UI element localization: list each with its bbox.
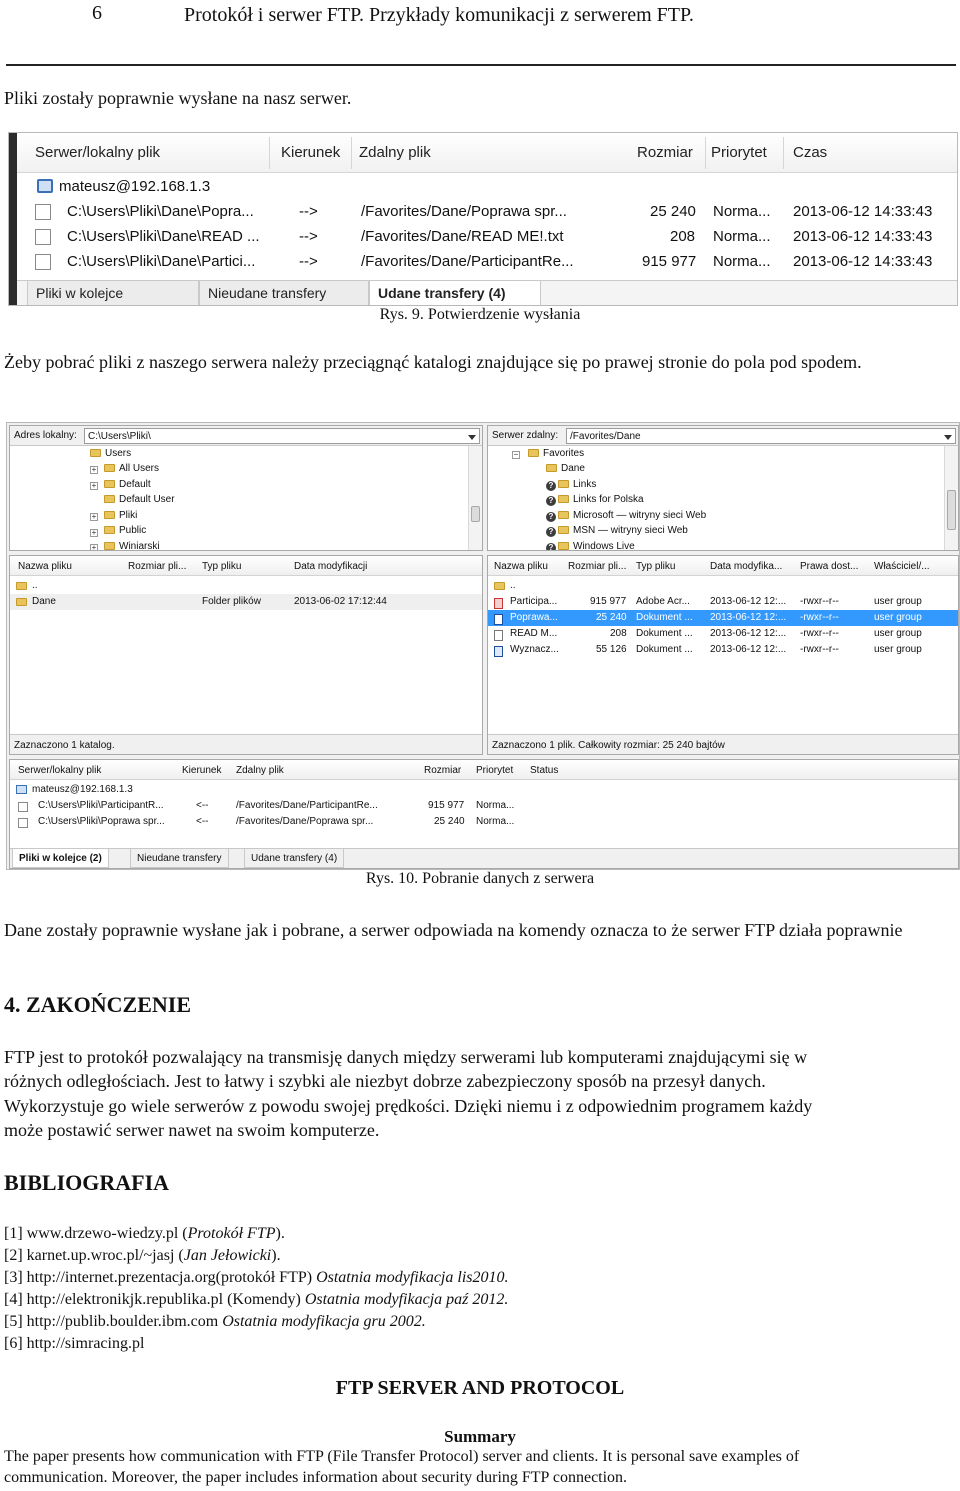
row-time: 2013-06-12 14:33:43 [793, 228, 933, 245]
tree-label: Pliki [119, 510, 138, 521]
local-status-bar [10, 734, 482, 754]
tab-queued-files[interactable]: Pliki w kolejce (2) [12, 849, 109, 868]
remote-address-bar [488, 426, 958, 446]
folder-icon [558, 542, 569, 550]
col-date[interactable]: Data modyfikacji [294, 561, 368, 572]
summary-heading: Summary [444, 1427, 516, 1446]
tree-label: Public [119, 525, 147, 536]
doc-file-icon [494, 614, 503, 625]
section-heading: 4. ZAKOŃCZENIE [4, 992, 192, 1017]
row-priority: Norma... [713, 253, 771, 270]
row-permissions: -rwxr--r-- [800, 628, 839, 639]
remote-list-header [488, 556, 958, 576]
bib-tail: ). [275, 1225, 285, 1242]
scrollbar[interactable] [944, 446, 958, 550]
bib-text: [5] http://publib.boulder.ibm.com [4, 1313, 223, 1330]
remote-address-label: Serwer zdalny: [492, 430, 559, 441]
row-local: C:\Users\Pliki\Dane\Popra... [67, 203, 254, 220]
row-checkbox[interactable] [18, 802, 28, 812]
col-direction[interactable]: Kierunek [281, 144, 341, 161]
folder-icon [104, 511, 115, 519]
folder-icon [494, 582, 505, 590]
row-size: 25 240 [434, 816, 465, 827]
tab-successful-transfers[interactable]: Udane transfery (4) [244, 849, 344, 868]
bib-text: [1] www.drzewo-wiedzy.pl ( [4, 1225, 188, 1242]
tree-item[interactable] [546, 541, 635, 551]
local-tree-pane [9, 425, 483, 551]
row-checkbox[interactable] [35, 254, 51, 270]
server-icon [37, 179, 53, 193]
tree-label: Dane [561, 463, 585, 474]
tab-queued-files[interactable]: Pliki w kolejce [27, 281, 199, 306]
row-permissions: -rwxr--r-- [800, 612, 839, 623]
tree-item[interactable] [546, 510, 706, 522]
col-size[interactable]: Rozmiar [424, 765, 462, 776]
remote-address-input[interactable] [566, 428, 956, 444]
col-permissions[interactable]: Prawa dost... [800, 561, 859, 572]
folder-icon [104, 542, 115, 550]
tree-label: Default User [119, 494, 175, 505]
row-owner: user group [874, 612, 922, 623]
bibliography-item [4, 1333, 904, 1355]
row-name: .. [32, 580, 38, 591]
bib-text: [2] karnet.up.wroc.pl/~jasj ( [4, 1247, 184, 1264]
bibliography-list [4, 1223, 904, 1355]
row-type: Dokument ... [636, 612, 693, 623]
scroll-thumb[interactable] [471, 506, 480, 522]
queue-server-row[interactable] [10, 782, 958, 798]
col-size[interactable]: Rozmiar pli... [128, 561, 187, 572]
row-priority: Norma... [476, 800, 515, 811]
unknown-icon: ? [546, 481, 556, 491]
list-row[interactable] [10, 578, 482, 594]
chevron-down-icon[interactable] [944, 435, 952, 440]
row-name: READ M... [510, 628, 558, 639]
tree-label: Microsoft — witryny sieci Web [573, 510, 707, 521]
local-address-value: C:\Users\Pliki\ [88, 431, 151, 442]
col-separator [269, 137, 270, 169]
figure9-screenshot [8, 132, 958, 306]
tree-label: Links for Polska [573, 494, 644, 505]
conclusion-line: Wykorzystuje go wiele serwerów z powodu swojej prędkości. Dzięki niemu i z odpowiednim programem każdy [4, 1096, 813, 1116]
col-name[interactable]: Nazwa pliku [18, 561, 72, 572]
conclusion-line: FTP jest to protokół pozwalający na transmisję danych między serwerami lub komputerami znajdującymi się w [4, 1047, 808, 1067]
folder-icon [558, 480, 569, 488]
folder-icon [16, 582, 27, 590]
row-remote: /Favorites/Dane/ParticipantRe... [361, 253, 574, 270]
bib-text: [3] http://internet.prezentacja.org(protokół FTP) [4, 1269, 317, 1286]
folder-icon [90, 449, 101, 457]
row-size: 25 240 [650, 203, 696, 220]
col-type[interactable]: Typ pliku [202, 561, 242, 572]
remote-tree-pane [487, 425, 959, 551]
list-row[interactable] [488, 626, 958, 642]
expand-icon[interactable]: + [91, 543, 97, 551]
expand-icon[interactable]: + [91, 512, 97, 521]
row-remote: /Favorites/Dane/Poprawa spr... [236, 816, 374, 827]
row-owner: user group [874, 628, 922, 639]
row-permissions: -rwxr--r-- [800, 596, 839, 607]
tree-item[interactable] [528, 448, 584, 459]
row-name: Participa... [510, 596, 558, 607]
row-date: 2013-06-02 17:12:44 [294, 596, 387, 607]
folder-icon [104, 480, 115, 488]
folder-icon [558, 526, 569, 534]
tree-label: MSN — witryny sieci Web [573, 525, 688, 536]
tree-item[interactable] [90, 448, 131, 459]
tree-label: Windows Live [573, 541, 635, 551]
row-owner: user group [874, 596, 922, 607]
local-status-text: Zaznaczono 1 katalog. [14, 740, 115, 751]
conclusion-line: może postawić serwer nawet na swoim komputerze. [4, 1120, 380, 1140]
row-checkbox[interactable] [35, 229, 51, 245]
expand-icon[interactable]: + [91, 528, 97, 537]
bib-italic: Ostatnia modyfikacja paź 2012. [304, 1291, 509, 1308]
folder-icon [546, 464, 557, 472]
tab-failed-transfers[interactable]: Nieudane transfery [199, 281, 369, 306]
row-name: .. [510, 580, 516, 591]
list-row[interactable] [488, 642, 958, 658]
row-size: 915 977 [590, 596, 627, 607]
tree-label: Users [105, 448, 132, 459]
row-size: 208 [610, 628, 627, 639]
remote-address-value: /Favorites/Dane [570, 431, 641, 442]
col-size[interactable]: Rozmiar pli... [568, 561, 627, 572]
row-direction: <-- [196, 816, 209, 827]
row-type: Folder plików [202, 596, 261, 607]
expand-icon[interactable]: + [91, 465, 97, 474]
tab-failed-transfers[interactable]: Nieudane transfery [130, 849, 229, 868]
queue-row[interactable] [17, 200, 957, 225]
col-priority[interactable]: Priorytet [476, 765, 514, 776]
local-address-input[interactable] [84, 428, 480, 444]
col-owner[interactable]: Właściciel/... [874, 561, 930, 572]
bib-tail: ). [271, 1247, 281, 1264]
bib-italic: Ostatnia modyfikacja gru 2002. [222, 1313, 426, 1330]
bibliography-heading: BIBLIOGRAFIA [4, 1170, 170, 1195]
row-permissions: -rwxr--r-- [800, 644, 839, 655]
remote-status-text: Zaznaczono 1 plik. Całkowity rozmiar: 25 240 bajtów [492, 740, 725, 751]
row-date: 2013-06-12 12:... [710, 644, 787, 655]
row-size: 915 977 [642, 253, 697, 270]
folder-icon [104, 526, 115, 534]
folder-icon [558, 511, 569, 519]
summary-line: The paper presents how communication with FTP (File Transfer Protocol) server and clients. It is personal save examples of [4, 1448, 800, 1465]
queue-header [10, 760, 958, 780]
tree-item[interactable] [104, 479, 151, 490]
row-size: 25 240 [596, 612, 627, 623]
col-time[interactable]: Czas [793, 144, 828, 161]
row-name: Poprawa... [510, 612, 558, 623]
row-date: 2013-06-12 12:... [710, 596, 787, 607]
row-direction: --> [299, 253, 318, 270]
tree-label: Default [119, 479, 151, 490]
local-address-bar [10, 426, 482, 446]
row-priority: Norma... [476, 816, 515, 827]
tree-item[interactable] [546, 494, 644, 506]
bibliography-item [4, 1245, 904, 1267]
tree-item[interactable] [104, 494, 175, 505]
row-name: Wyznacz... [510, 644, 559, 655]
col-type[interactable]: Typ pliku [636, 561, 676, 572]
row-time: 2013-06-12 14:33:43 [793, 253, 933, 270]
row-remote: /Favorites/Dane/READ ME!.txt [361, 228, 564, 245]
tree-item[interactable] [104, 510, 137, 521]
english-title: FTP SERVER AND PROTOCOL [335, 1377, 625, 1399]
list-row[interactable] [488, 594, 958, 610]
unknown-icon: ? [546, 496, 556, 506]
row-size: 208 [670, 228, 696, 245]
scrollbar[interactable] [468, 446, 482, 550]
folder-icon [104, 464, 115, 472]
row-type: Dokument ... [636, 644, 693, 655]
col-direction[interactable]: Kierunek [182, 765, 222, 776]
unknown-icon: ? [546, 543, 556, 551]
bibliography-item [4, 1289, 904, 1311]
queue-row[interactable] [17, 225, 957, 250]
row-time: 2013-06-12 14:33:43 [793, 203, 933, 220]
row-local: C:\Users\Pliki\Dane\Partici... [67, 253, 256, 270]
tree-item[interactable] [546, 525, 688, 537]
row-date: 2013-06-12 12:... [710, 628, 787, 639]
text-file-icon [494, 630, 503, 641]
queue-pane [9, 759, 959, 869]
queue-tabs [17, 280, 957, 306]
list-row[interactable] [488, 578, 958, 594]
bib-text: [6] http://simracing.pl [4, 1335, 145, 1352]
row-direction: <-- [196, 800, 209, 811]
server-address: mateusz@192.168.1.3 [32, 784, 133, 795]
bibliography-item [4, 1223, 904, 1245]
folder-icon [16, 598, 27, 606]
row-name: Dane [32, 596, 56, 607]
bib-italic: Protokół FTP [187, 1225, 276, 1242]
col-remote-file[interactable]: Zdalny plik [236, 765, 284, 776]
col-size[interactable]: Rozmiar [637, 144, 693, 161]
remote-status-bar [488, 734, 958, 754]
pdf-file-icon [494, 598, 503, 609]
figure10-caption: Rys. 10. Pobranie danych z serwera [365, 870, 595, 887]
row-remote: /Favorites/Dane/Poprawa spr... [361, 203, 567, 220]
row-remote: /Favorites/Dane/ParticipantRe... [236, 800, 378, 811]
tree-label: All Users [119, 463, 160, 474]
row-type: Adobe Acr... [636, 596, 690, 607]
doc-file-icon [494, 646, 503, 657]
folder-icon [528, 449, 539, 457]
collapse-icon[interactable]: − [513, 450, 519, 459]
header-rule [6, 64, 956, 66]
folder-icon [558, 495, 569, 503]
bib-italic: Jan Jełowicki [183, 1247, 272, 1264]
row-priority: Norma... [713, 203, 771, 220]
tree-item[interactable] [546, 479, 596, 491]
row-owner: user group [874, 644, 922, 655]
col-status[interactable]: Status [530, 765, 559, 776]
list-row-selected[interactable] [488, 610, 958, 626]
list-row[interactable] [10, 594, 482, 610]
expand-icon[interactable]: + [91, 481, 97, 490]
summary-line: communication. Moreover, the paper includes information about security during FTP connection. [4, 1469, 628, 1486]
row-checkbox[interactable] [18, 818, 28, 828]
row-size: 915 977 [428, 800, 465, 811]
local-list-pane [9, 555, 483, 755]
col-separator [705, 137, 706, 169]
queue-row[interactable] [10, 814, 958, 830]
tree-item[interactable] [104, 525, 146, 536]
tree-item[interactable] [104, 541, 160, 551]
tree-label: Links [573, 479, 597, 490]
queue-row[interactable] [10, 798, 958, 814]
chevron-down-icon[interactable] [468, 435, 476, 440]
col-date[interactable]: Data modyfika... [710, 561, 783, 572]
remote-list-pane [487, 555, 959, 755]
folder-icon [104, 495, 115, 503]
local-address-label: Adres lokalny: [14, 430, 77, 441]
page-number: 6 [92, 2, 102, 24]
running-head: Protokół i serwer FTP. Przykłady komunikacji z serwerem FTP. [184, 4, 694, 26]
col-separator [783, 137, 784, 169]
queue-server-row[interactable] [17, 175, 957, 200]
col-separator [351, 137, 352, 169]
col-local-file[interactable]: Serwer/lokalny plik [35, 144, 161, 161]
row-local: C:\Users\Pliki\Dane\READ ... [67, 228, 260, 245]
row-date: 2013-06-12 12:... [710, 612, 787, 623]
col-local-file[interactable]: Serwer/lokalny plik [18, 765, 102, 776]
row-checkbox[interactable] [35, 204, 51, 220]
queue-header [17, 133, 957, 173]
tree-label: Favorites [543, 448, 585, 459]
tree-item[interactable] [104, 463, 159, 474]
intro-text: Pliki zostały poprawnie wysłane na nasz serwer. [4, 88, 352, 108]
tree-label: Winiarski [119, 541, 160, 551]
server-address: mateusz@192.168.1.3 [59, 178, 211, 195]
unknown-icon: ? [546, 527, 556, 537]
tab-successful-transfers[interactable]: Udane transfery (4) [369, 281, 541, 306]
window-edge [9, 133, 17, 306]
queue-row[interactable] [17, 250, 957, 275]
col-priority[interactable]: Priorytet [711, 144, 767, 161]
bibliography-item [4, 1267, 904, 1289]
row-direction: --> [299, 228, 318, 245]
row-priority: Norma... [713, 228, 771, 245]
row-direction: --> [299, 203, 318, 220]
local-list-header [10, 556, 482, 576]
row-type: Dokument ... [636, 628, 693, 639]
row-local: C:\Users\Pliki\ParticipantR... [38, 800, 164, 811]
server-icon [16, 785, 27, 794]
tree-item[interactable] [546, 463, 585, 474]
result-text: Dane zostały poprawnie wysłane jak i pobrane, a serwer odpowiada na komendy oznacza to że serwer FTP działa poprawnie [4, 920, 903, 940]
download-text: Żeby pobrać pliki z naszego serwera należy przeciągnąć katalogi znajdujące się po prawej stronie do pola pod spodem. [4, 352, 862, 372]
bib-italic: Ostatnia modyfikacja lis2010. [316, 1269, 509, 1286]
figure10-screenshot [6, 422, 960, 870]
unknown-icon: ? [546, 512, 556, 522]
bibliography-item [4, 1311, 904, 1333]
queue-tabs [10, 848, 958, 868]
scroll-thumb[interactable] [947, 490, 956, 530]
bib-text: [4] http://elektronikjk.republika.pl (Komendy) [4, 1291, 305, 1308]
row-size: 55 126 [596, 644, 627, 655]
conclusion-line: różnych odległościach. Jest to łatwy i szybki ale niezbyt dobrze zabezpieczony sposób na przesył danych. [4, 1071, 766, 1091]
figure9-caption: Rys. 9. Potwierdzenie wysłania [379, 306, 581, 323]
row-local: C:\Users\Pliki\Poprawa spr... [38, 816, 165, 827]
col-name[interactable]: Nazwa pliku [494, 561, 548, 572]
col-remote-file[interactable]: Zdalny plik [359, 144, 431, 161]
